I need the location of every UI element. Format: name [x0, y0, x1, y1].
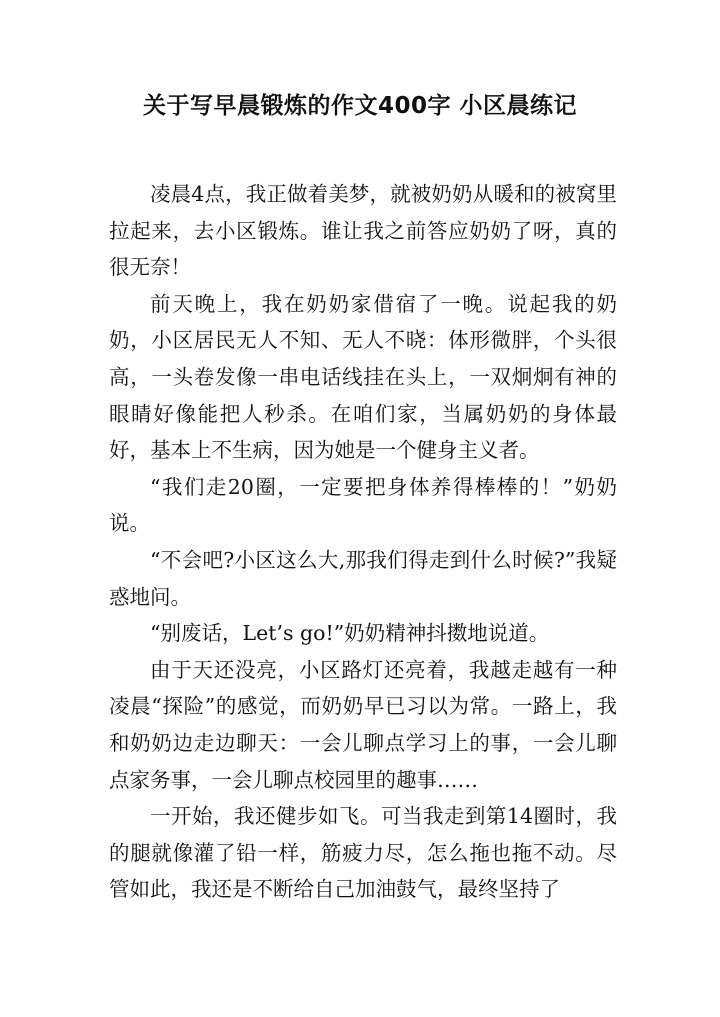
document-title: 关于写早晨锻炼的作文400字 小区晨练记 — [142, 93, 578, 119]
paragraph: “我们走20圈，一定要把身体养得棒棒的！”奶奶说。 — [109, 474, 617, 536]
paragraph: “不会吧?小区这么大,那我们得走到什么时候?”我疑惑地问。 — [109, 547, 617, 609]
paragraph: 由于天还没亮，小区路灯还亮着，我越走越有一种凌晨“探险”的感觉，而奶奶早已习以为常。一路上，我和奶奶边走边聊天：一会儿聊点学习上的事，一会儿聊点家务事，一会儿聊点校园里的趣事…… — [109, 657, 617, 792]
paragraph: 一开始，我还健步如飞。可当我走到第14圈时，我的腿就像灌了铅一样，筋疲力尽，怎么拖也拖不动。尽管如此，我还是不断给自己加油鼓气，最终坚持了 — [109, 804, 617, 902]
paragraph: 前天晚上，我在奶奶家借宿了一晚。说起我的奶奶，小区居民无人不知、无人不晓：体形微胖，个头很高，一头卷发像一串电话线挂在头上，一双炯炯有神的眼睛好像能把人秒杀。在咱们家，当属奶奶的身体最好，基本上不生病，因为她是一个健身主义者。 — [109, 291, 617, 463]
document-body — [109, 176, 617, 908]
paragraph: “别废话，Let’s go!”奶奶精神抖擞地说道。 — [150, 621, 550, 646]
paragraph: 凌晨4点，我正做着美梦，就被奶奶从暖和的被窝里拉起来，去小区锻炼。谁让我之前答应奶奶了呀，真的很无奈！ — [109, 182, 617, 280]
